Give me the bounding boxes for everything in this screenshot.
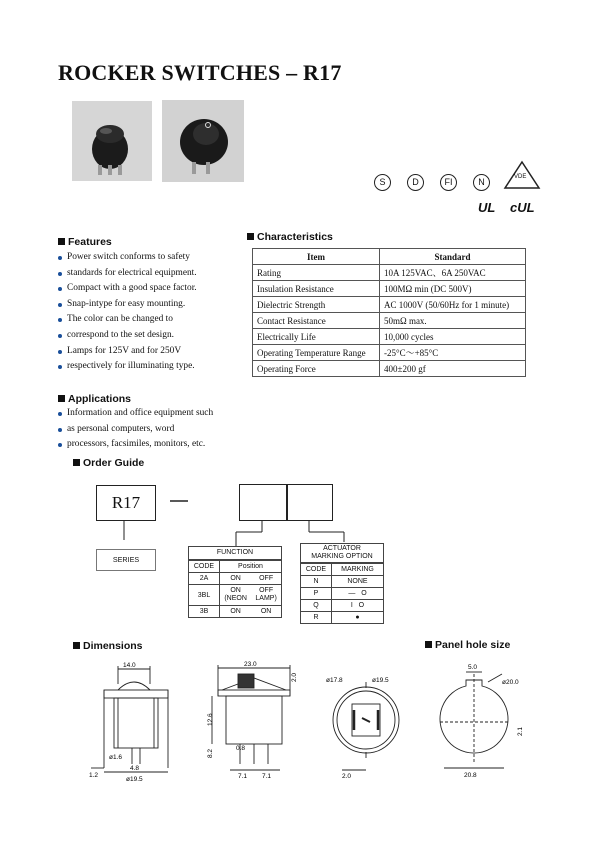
list-item: Power switch conforms to safety	[58, 250, 248, 266]
features-list	[58, 250, 248, 375]
function-table: CODE Position 2A ON OFF 3BL ON (NEON OFF LAMP) 3B ON ON	[189, 560, 281, 617]
dim-back-d1: ø17.8	[326, 677, 343, 684]
product-photo-plain	[72, 101, 152, 181]
dim-side-top: 2.0	[291, 672, 298, 682]
characteristics-heading: Characteristics	[247, 231, 333, 243]
table-cell: -25°C～+85°C	[380, 345, 526, 361]
product-photo-marked	[162, 100, 244, 182]
table-cell: Operating Temperature Range	[253, 345, 380, 361]
table-row	[253, 345, 526, 361]
list-item: standards for electrical equipment.	[58, 266, 248, 282]
order-guide-heading: Order Guide	[73, 457, 144, 469]
vde-triangle-icon: VDE	[503, 160, 541, 190]
list-item: Lamps for 125V and for 250V	[58, 344, 248, 360]
list-item: as personal computers, word	[58, 422, 258, 438]
dim-panel-bottom: 20.8	[464, 772, 477, 779]
dim-front-pitch: 4.8	[130, 765, 140, 772]
table-row	[253, 281, 526, 297]
series-box: SERIES	[96, 549, 156, 571]
panel-hole-heading: Panel hole size	[425, 639, 510, 651]
list-item: Information and office equipment such	[58, 406, 258, 422]
table-header: Item	[253, 249, 380, 265]
front-view-drawing	[88, 660, 188, 785]
characteristics-table	[252, 248, 526, 377]
cert-n-icon: N	[473, 174, 490, 191]
actuator-code-box	[287, 484, 333, 521]
table-cell: Contact Resistance	[253, 313, 380, 329]
table-cell: 50mΩ max.	[380, 313, 526, 329]
table-header: Standard	[380, 249, 526, 265]
actuator-table-box	[300, 543, 384, 624]
side-view-drawing	[200, 660, 300, 785]
dim-side-p2: 7.1	[262, 773, 272, 780]
function-table-box	[188, 546, 282, 618]
applications-heading: Applications	[58, 393, 131, 405]
table-row: Q I O	[301, 600, 383, 612]
table-row: R ●	[301, 612, 383, 624]
list-item: correspond to the set design.	[58, 328, 248, 344]
cert-d-icon: D	[407, 174, 424, 191]
table-cell: 10,000 cycles	[380, 329, 526, 345]
table-row: 3B ON ON	[189, 606, 281, 618]
dim-front-left: 1.2	[89, 772, 99, 779]
table-cell: 10A 125VAC、6A 250VAC	[380, 265, 526, 281]
dim-back-d2: ø19.5	[372, 677, 389, 684]
model-box	[96, 485, 156, 521]
table-row	[253, 361, 526, 377]
dim-panel-top: 5.0	[468, 664, 478, 671]
dim-side-width: 23.0	[244, 661, 257, 668]
table-cell: Electrically Life	[253, 329, 380, 345]
dimensions-heading: Dimensions	[73, 640, 143, 652]
cul-icon: cUL	[510, 200, 535, 215]
actuator-title: ACTUATOR MARKING OPTION	[301, 544, 383, 563]
table-cell: Insulation Resistance	[253, 281, 380, 297]
dim-panel-dia: ø20.0	[502, 679, 519, 686]
table-cell: Operating Force	[253, 361, 380, 377]
actuator-table: CODE MARKING N NONE P — O Q I O R ●	[301, 563, 383, 623]
table-cell: Dielectric Strength	[253, 297, 380, 313]
table-row	[253, 329, 526, 345]
table-cell: 100MΩ min (DC 500V)	[380, 281, 526, 297]
dim-side-low: 8.2	[207, 748, 214, 758]
back-view-drawing	[322, 660, 412, 785]
function-code-box	[239, 484, 287, 521]
table-cell: Rating	[253, 265, 380, 281]
list-item: Snap-intype for easy mounting.	[58, 297, 248, 313]
list-item: Compact with a good space factor.	[58, 281, 248, 297]
table-row: P — O	[301, 588, 383, 600]
table-cell: 400±200 gf	[380, 361, 526, 377]
page-title: ROCKER SWITCHES – R17	[58, 60, 342, 85]
ul-icon: UL	[478, 200, 496, 215]
dim-side-p1: 7.1	[238, 773, 248, 780]
dim-front-width: 14.0	[123, 662, 136, 669]
model-code: R17	[111, 493, 141, 512]
table-row: 2A ON OFF	[189, 573, 281, 585]
table-row	[253, 297, 526, 313]
cert-s-icon: S	[374, 174, 391, 191]
dim-side-height: 12.6	[207, 713, 214, 726]
dim-side-term: 0.8	[236, 745, 246, 752]
dim-front-dia: ø19.5	[126, 776, 143, 783]
list-item: The color can be changed to	[58, 312, 248, 328]
cert-fi-icon: FI	[440, 174, 457, 191]
dim-back-bottom: 2.0	[342, 773, 352, 780]
table-row: 3BL ON (NEON OFF LAMP)	[189, 585, 281, 606]
list-item: respectively for illuminating type.	[58, 359, 248, 375]
function-title: FUNCTION	[189, 547, 281, 560]
table-row	[253, 313, 526, 329]
table-cell: AC 1000V (50/60Hz for 1 minute)	[380, 297, 526, 313]
dim-front-dia-small: ø1.6	[109, 754, 123, 761]
panel-hole-drawing	[430, 660, 530, 785]
table-row	[253, 265, 526, 281]
list-item: processors, facsimiles, monitors, etc.	[58, 437, 258, 453]
table-row: N NONE	[301, 576, 383, 588]
dim-panel-side: 2.1	[517, 726, 524, 736]
features-heading: Features	[58, 236, 112, 248]
applications-list	[58, 406, 258, 453]
